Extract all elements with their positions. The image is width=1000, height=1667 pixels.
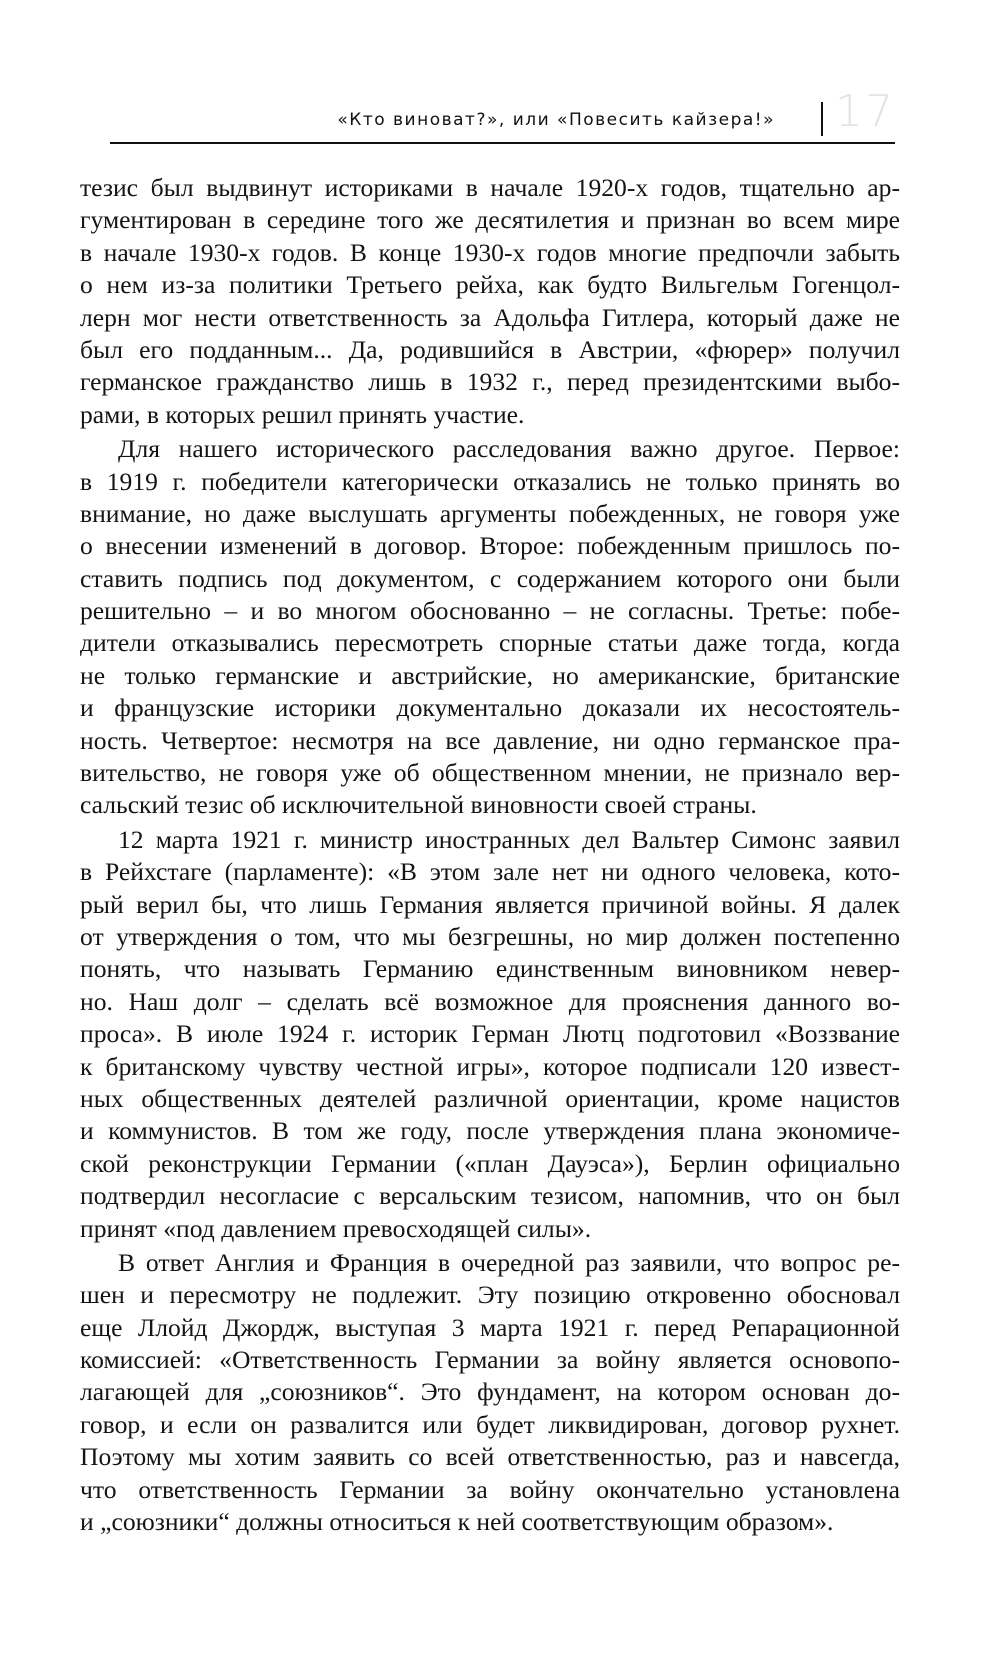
text-line: о внесении изменений в договор. Второе: побежденным пришлось по- [80, 531, 900, 561]
text-line: лерн мог нести ответственность за Адольфа Гитлера, который даже не [80, 302, 900, 332]
text-line: и „союзники“ должны относиться к ней соответствующим образом». [80, 1507, 834, 1537]
text-line: внимание, но даже выслушать аргументы побежденных, не говоря уже [80, 498, 900, 528]
paragraph-1 [80, 172, 900, 431]
text-line: ставить подпись под документом, с содержанием которого они были [80, 563, 900, 593]
text-line: рый верил бы, что лишь Германия является причиной войны. Я далек [80, 889, 900, 919]
paragraph-3 [80, 824, 900, 1245]
text-line: от утверждения о том, что мы безгрешны, но мир должен постепенно [80, 921, 900, 951]
text-line: решительно – и во многом обоснованно – не согласны. Третье: побе- [80, 596, 900, 626]
running-head [110, 86, 895, 144]
text-line: и коммунистов. В том же году, после утверждения плана экономиче- [80, 1116, 900, 1146]
text-body [80, 172, 900, 1538]
text-line: тезис был выдвинут историками в начале 1920-х годов, тщательно ар- [80, 173, 900, 202]
text-line: дители отказывались пересмотреть спорные статьи даже тогда, когда [80, 628, 900, 658]
text-line: Для нашего исторического расследования важно другое. Первое: [118, 434, 900, 464]
text-line: В ответ Англия и Франция в очередной раз заявили, что вопрос ре- [118, 1247, 900, 1277]
text-line: германское гражданство лишь в 1932 г., перед президентскими выбо- [80, 367, 900, 397]
text-line: и французские историки документально доказали их несостоятель- [80, 693, 900, 723]
paragraph-2 [80, 433, 900, 822]
text-line: 12 марта 1921 г. министр иностранных дел Вальтер Симонс заявил [118, 824, 900, 854]
text-line: в 1919 г. победители категорически отказались не только принять во [80, 466, 900, 496]
text-line: к британскому чувству честной игры», которое подписали 120 извест- [80, 1051, 900, 1081]
text-line: что ответственность Германии за войну окончательно установлена [80, 1474, 900, 1504]
text-line: о нем из-за политики Третьего рейха, как будто Вильгельм Гогенцол- [80, 270, 900, 300]
text-line: ность. Четвертое: несмотря на все давление, ни одно германское пра- [80, 725, 900, 755]
text-line: комиссией: «Ответственность Германии за войну является основопо- [80, 1345, 900, 1375]
text-line: гументирован в середине того же десятилетия и признан во всем мире [80, 205, 900, 235]
text-line: был его подданным... Да, родившийся в Австрии, «фюрер» получил [80, 334, 900, 364]
text-line: в Рейхстаге (парламенте): «В этом зале нет ни одного человека, кото- [80, 857, 900, 887]
text-line: проса». В июле 1924 г. историк Герман Лютц подготовил «Воззвание [80, 1019, 900, 1049]
text-line: говор, и если он развалится или будет ликвидирован, договор рухнет. [80, 1409, 900, 1439]
text-line: понять, что называть Германию единственным виновником невер- [80, 954, 900, 984]
header-separator [821, 102, 823, 136]
text-line: ных общественных деятелей различной ориентации, кроме нацистов [80, 1083, 900, 1113]
text-line: ской реконструкции Германии («план Дауэса»), Берлин официально [80, 1148, 900, 1178]
text-line: вительство, не говоря уже об общественном мнении, не признало вер- [80, 758, 900, 788]
text-line: подтвердил несогласие с версальским тезисом, напомнив, что он был [80, 1181, 900, 1211]
text-line: еще Ллойд Джордж, выступая 3 марта 1921 г. перед Репарационной [80, 1312, 900, 1342]
text-line: принят «под давлением превосходящей силы». [80, 1213, 592, 1243]
paragraph-4 [80, 1247, 900, 1539]
text-line: Поэтому мы хотим заявить со всей ответственностью, раз и навсегда, [80, 1442, 900, 1472]
text-line: лагающей для „союзников“. Это фундамент, на котором основан до- [80, 1377, 900, 1407]
text-line: шен и пересмотру не подлежит. Эту позицию откровенно обосновал [80, 1280, 900, 1310]
running-title: «Кто виноват?», или «Повесить кайзера!» [337, 110, 775, 130]
text-line: рами, в которых решил принять участие. [80, 399, 525, 429]
page-number: 17 [835, 86, 895, 137]
text-line: сальский тезис об исключительной виновности своей страны. [80, 790, 757, 820]
text-line: не только германские и австрийские, но американские, британские [80, 660, 900, 690]
text-line: но. Наш долг – сделать всё возможное для прояснения данного во- [80, 986, 900, 1016]
text-line: в начале 1930-х годов. В конце 1930-х годов многие предпочли забыть [80, 237, 900, 267]
